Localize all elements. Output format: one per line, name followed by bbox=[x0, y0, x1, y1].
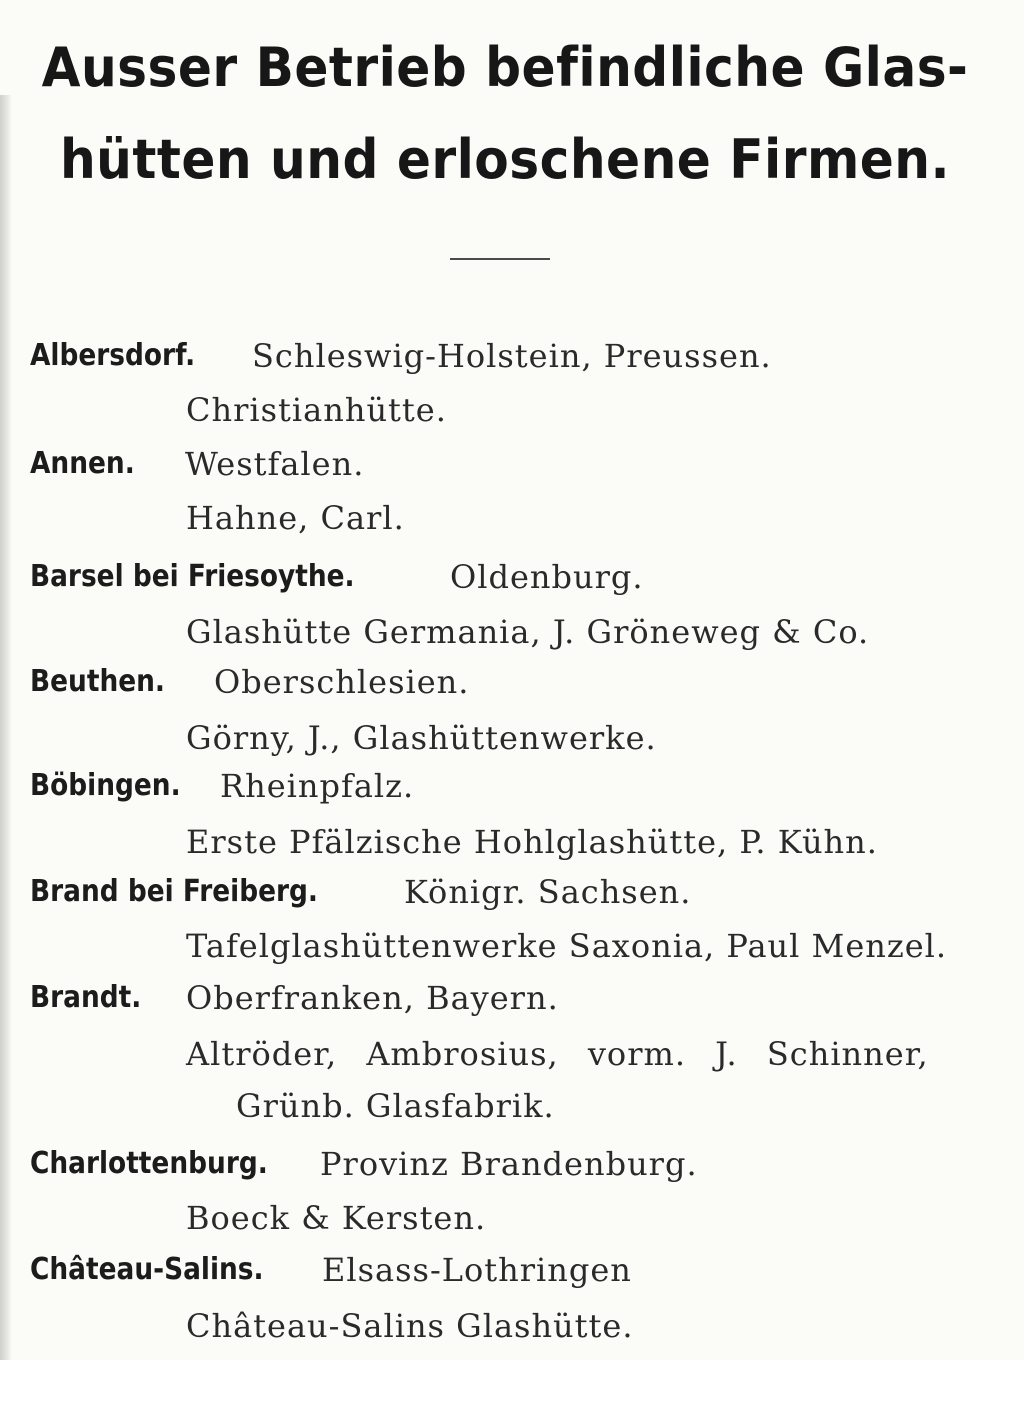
place-name: Beuthen. bbox=[30, 664, 165, 699]
place-name: Château-Salins. bbox=[30, 1252, 264, 1287]
place-name: Annen. bbox=[30, 446, 135, 481]
firm-name: Görny, J., Glashüttenwerke. bbox=[186, 719, 657, 757]
region-name: Provinz Brandenburg. bbox=[320, 1145, 698, 1183]
place-name: Brandt. bbox=[30, 980, 142, 1015]
firm-name: Altröder, Ambrosius, vorm. J. Schinner, bbox=[186, 1035, 929, 1073]
region-name: Oberfranken, Bayern. bbox=[186, 979, 559, 1017]
region-name: Rheinpfalz. bbox=[220, 767, 415, 805]
title-line-1: Ausser Betrieb befindliche Glas- bbox=[41, 36, 969, 99]
firm-name: Château-Salins Glashütte. bbox=[186, 1307, 634, 1345]
entry-heading bbox=[30, 1250, 632, 1295]
entry-heading bbox=[30, 766, 415, 811]
title-divider bbox=[450, 258, 550, 260]
firm-name: Hahne, Carl. bbox=[186, 499, 405, 537]
region-name: Oldenburg. bbox=[450, 558, 644, 596]
place-name: Brand bei Freiberg. bbox=[30, 874, 318, 909]
place-name: Böbingen. bbox=[30, 768, 181, 803]
entry-heading bbox=[30, 872, 692, 917]
firm-name: Tafelglashüttenwerke Saxonia, Paul Menzel. bbox=[186, 927, 948, 965]
entry-heading bbox=[30, 444, 365, 489]
place-name: Barsel bei Friesoythe. bbox=[30, 559, 355, 594]
page-edge-shadow bbox=[0, 95, 12, 1360]
entry-heading bbox=[30, 662, 470, 707]
entry-heading bbox=[30, 978, 559, 1023]
entry-heading bbox=[30, 557, 644, 602]
region-name: Elsass-Lothringen bbox=[322, 1251, 632, 1289]
region-name: Königr. Sachsen. bbox=[404, 873, 692, 911]
firm-name-continued: Grünb. Glasfabrik. bbox=[236, 1087, 555, 1125]
firm-name: Christianhütte. bbox=[186, 391, 447, 429]
page-title bbox=[35, 22, 974, 206]
title-line-2: hütten und erloschene Firmen. bbox=[59, 128, 951, 191]
region-name: Oberschlesien. bbox=[214, 663, 470, 701]
place-name: Charlottenburg. bbox=[30, 1146, 268, 1181]
region-name: Schleswig-Holstein, Preussen. bbox=[252, 337, 772, 375]
region-name: Westfalen. bbox=[185, 445, 365, 483]
firm-name: Erste Pfälzische Hohlglashütte, P. Kühn. bbox=[186, 823, 878, 861]
firm-name: Glashütte Germania, J. Gröneweg & Co. bbox=[186, 613, 870, 651]
firm-name: Boeck & Kersten. bbox=[186, 1199, 487, 1237]
entry-heading bbox=[30, 1144, 698, 1189]
place-name: Albersdorf. bbox=[30, 338, 196, 373]
entry-heading bbox=[30, 336, 772, 381]
